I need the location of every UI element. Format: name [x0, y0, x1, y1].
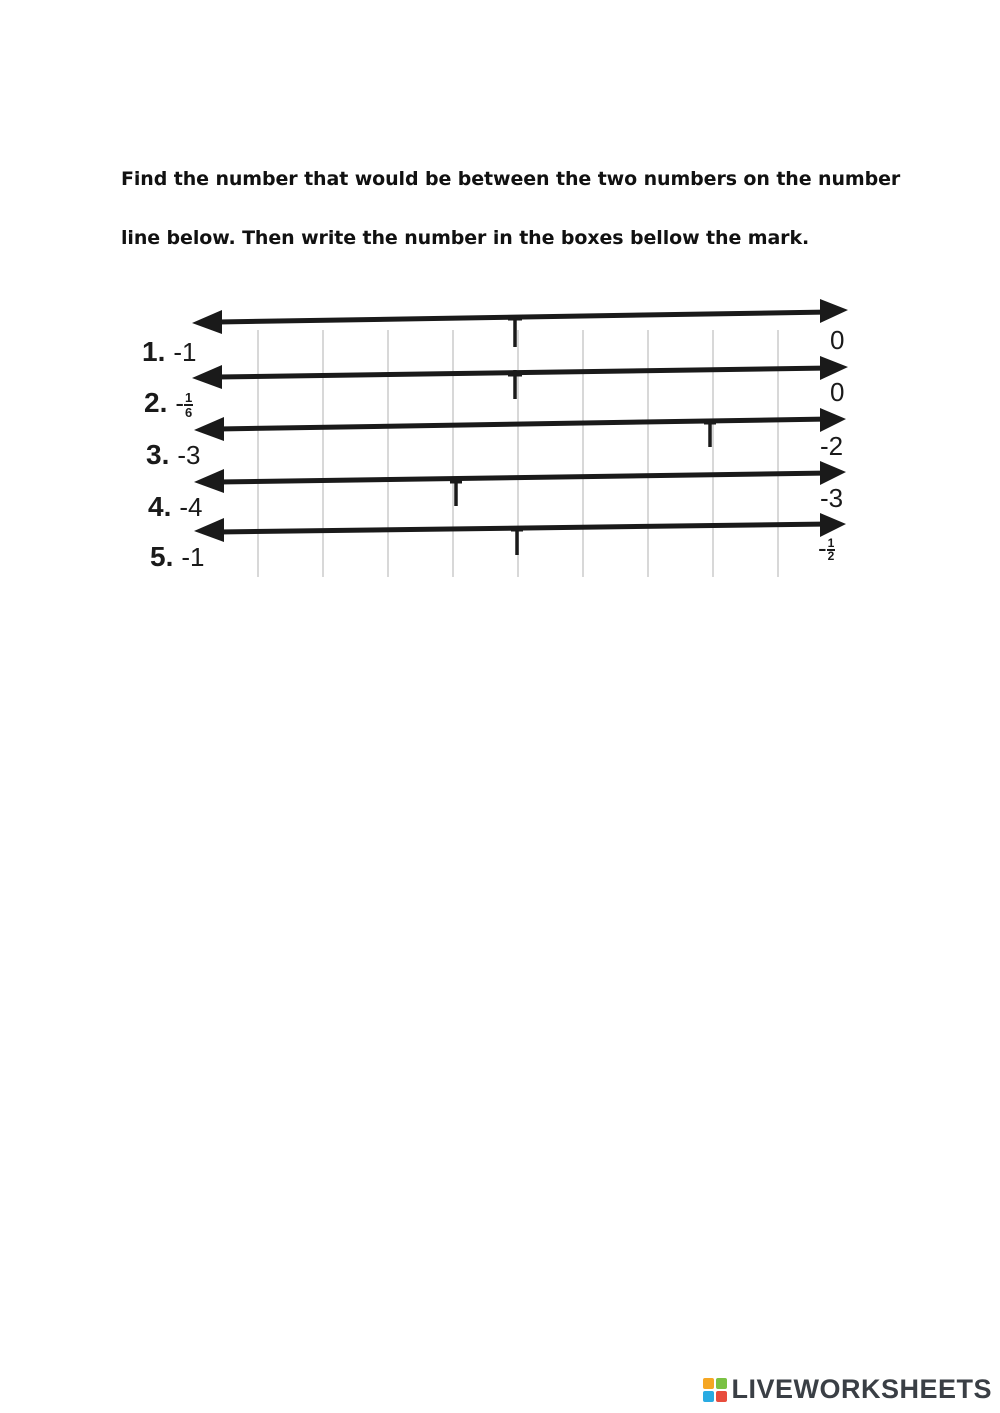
problem-2-left-denominator: 6 [185, 404, 193, 420]
number-line-1 [192, 299, 848, 347]
logo-square-icon [703, 1391, 714, 1402]
problem-4-number: 4. [148, 491, 172, 522]
problem-2-number: 2. [144, 387, 168, 418]
problem-4-label [148, 491, 202, 523]
problem-3-number: 3. [146, 439, 170, 470]
problem-3-right-value: -2 [820, 431, 844, 461]
problem-5-right-numerator: 1 [827, 536, 835, 551]
problem-5-right-sign: - [818, 533, 827, 563]
problem-4-right-value: -3 [820, 483, 844, 513]
number-line-worksheet [130, 295, 860, 585]
problem-5-number: 5. [150, 541, 174, 572]
problem-1-label [142, 336, 196, 368]
problem-5-right-fraction [827, 538, 836, 562]
problem-4-left-value: -4 [179, 492, 203, 522]
logo-mark-icon [703, 1378, 727, 1402]
logo-square-icon [703, 1378, 714, 1389]
instruction-line-1: Find the number that would be between the two numbers on the number [121, 168, 901, 190]
number-line-2 [192, 356, 848, 399]
logo-text: LIVEWORKSHEETS [731, 1374, 992, 1404]
problem-1-right-value: 0 [830, 325, 845, 355]
instruction-line-2: line below. Then write the number in the boxes bellow the mark. [121, 227, 810, 249]
number-lines-drawing [130, 295, 860, 585]
problem-2-right-value: 0 [830, 377, 845, 407]
logo-square-icon [716, 1378, 727, 1389]
problem-3-left-value: -3 [177, 440, 201, 470]
problem-2-left-fraction [184, 391, 193, 419]
problem-2-left-numerator: 1 [185, 389, 193, 405]
problem-2-left-sign: - [175, 388, 185, 418]
number-line-4 [194, 461, 846, 506]
problem-1-number: 1. [142, 336, 166, 367]
problem-5-right-value [818, 533, 835, 564]
problem-5-left-value: -1 [181, 542, 205, 572]
number-line-5 [194, 513, 846, 555]
problem-5-right-denominator: 2 [827, 549, 835, 564]
number-line-3 [194, 408, 846, 447]
problem-1-left-value: -1 [173, 337, 197, 367]
problem-2-label [144, 387, 193, 419]
problem-3-label [146, 439, 200, 471]
problem-5-label [150, 541, 204, 573]
liveworksheets-logo [703, 1374, 992, 1405]
logo-square-icon [716, 1391, 727, 1402]
